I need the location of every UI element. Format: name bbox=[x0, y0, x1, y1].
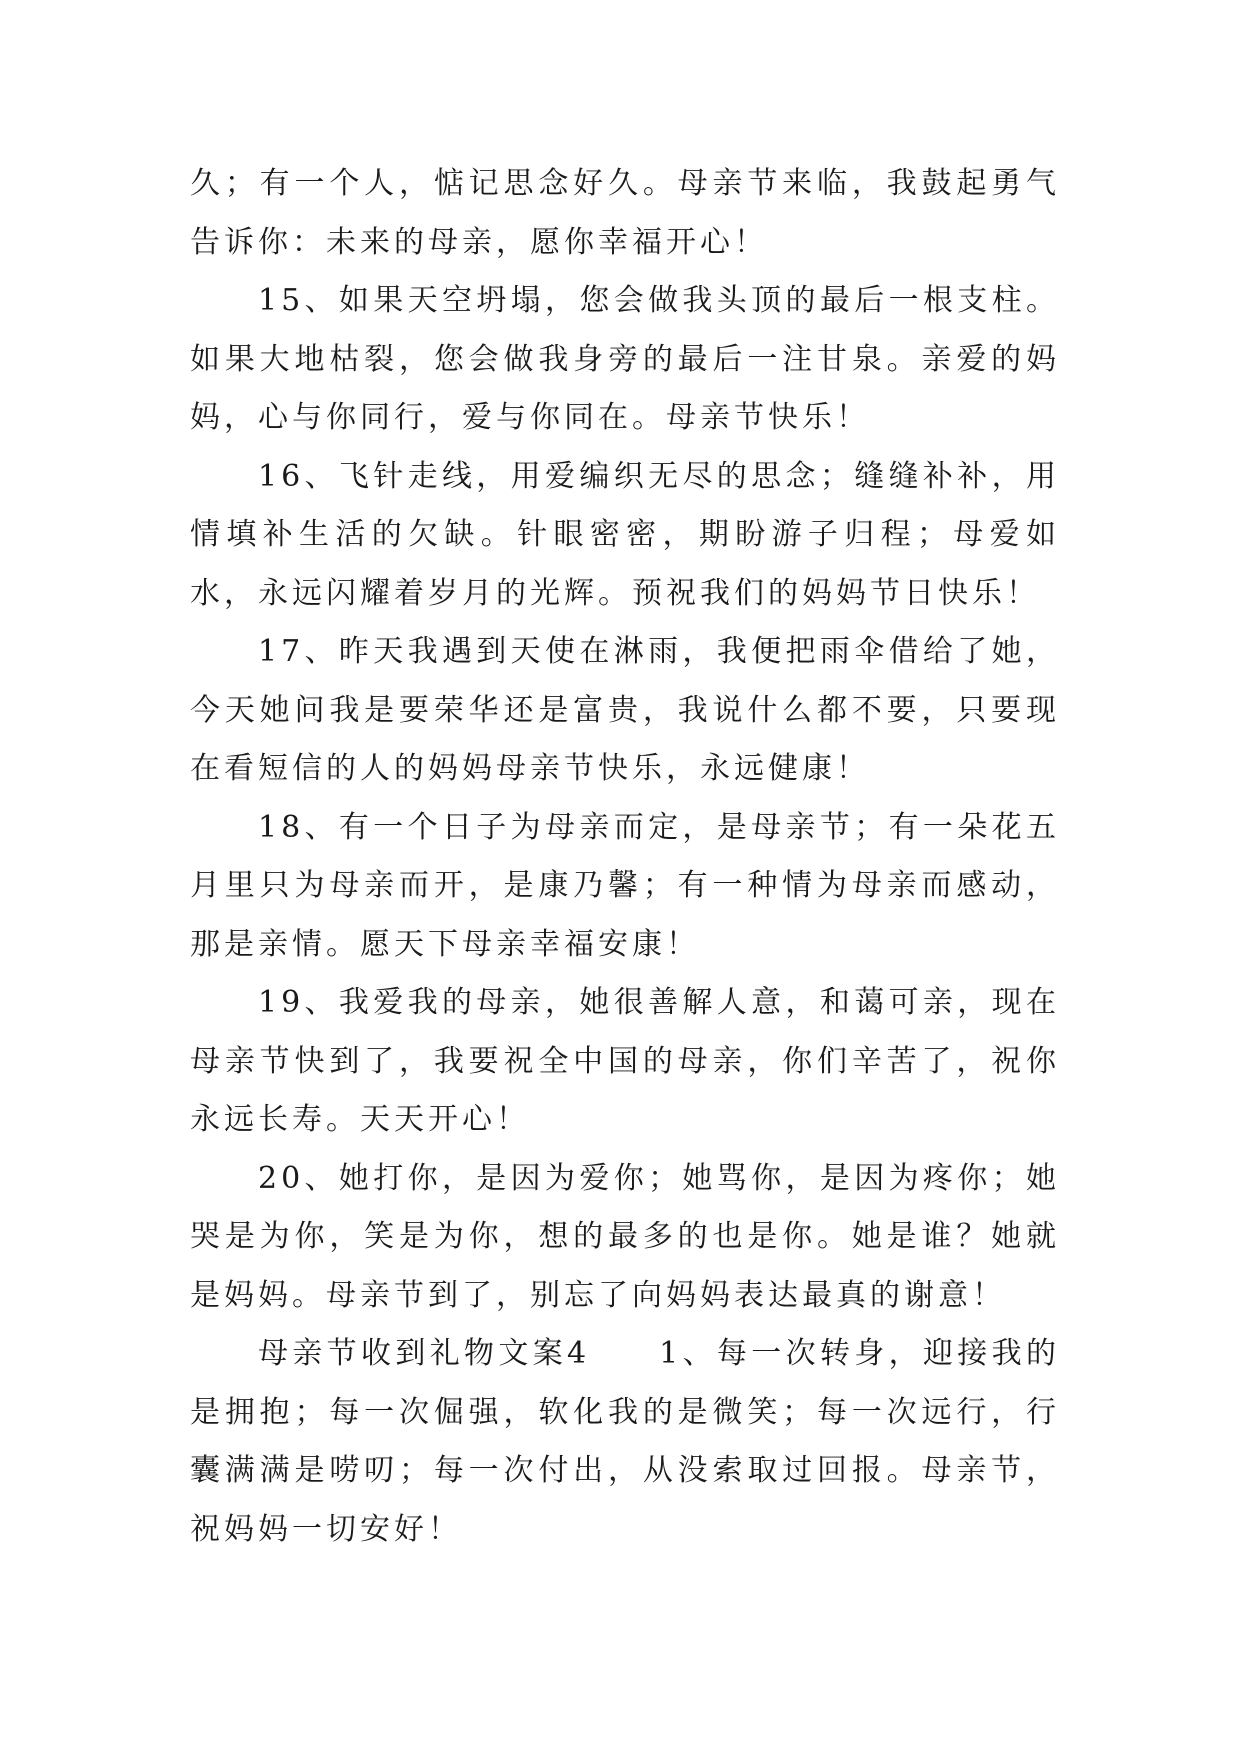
paragraph-section-4: 母亲节收到礼物文案4 1、每一次转身，迎接我的是拥抱；每一次倔强，软化我的是微笑；每一次远行，行囊满满是唠叨；每一次付出，从没索取过回报。母亲节，祝妈妈一切安好！ bbox=[190, 1336, 1060, 1547]
paragraph-item-15: 15、如果天空坍塌，您会做我头顶的最后一根支柱。如果大地枯裂，您会做我身旁的最后一注甘泉。亲爱的妈妈，心与你同行，爱与你同在。母亲节快乐！ bbox=[190, 283, 1060, 435]
paragraph-item-18: 18、有一个日子为母亲而定，是母亲节；有一朵花五月里只为母亲而开，是康乃馨；有一种情为母亲而感动，那是亲情。愿天下母亲幸福安康！ bbox=[190, 809, 1060, 962]
body-text bbox=[190, 155, 1060, 1559]
paragraph-item-19: 19、我爱我的母亲，她很善解人意，和蔼可亲，现在母亲节快到了，我要祝全中国的母亲，你们辛苦了，祝你永远长寿。天天开心！ bbox=[190, 985, 1060, 1137]
paragraph-item-16: 16、飞针走线，用爱编织无尽的思念；缝缝补补，用情填补生活的欠缺。针眼密密，期盼游子归程；母爱如水，永远闪耀着岁月的光辉。预祝我们的妈妈节日快乐！ bbox=[190, 458, 1060, 611]
paragraph-item-20: 20、她打你，是因为爱你；她骂你，是因为疼你；她哭是为你，笑是为你，想的最多的也是你。她是谁？她就是妈妈。母亲节到了，别忘了向妈妈表达最真的谢意！ bbox=[190, 1160, 1060, 1313]
paragraph-continuation: 久；有一个人，惦记思念好久。母亲节来临，我鼓起勇气告诉你：未来的母亲，愿你幸福开心！ bbox=[190, 166, 1060, 260]
paragraph-item-17: 17、昨天我遇到天使在淋雨，我便把雨伞借给了她，今天她问我是要荣华还是富贵，我说什么都不要，只要现在看短信的人的妈妈母亲节快乐，永远健康！ bbox=[190, 634, 1060, 786]
